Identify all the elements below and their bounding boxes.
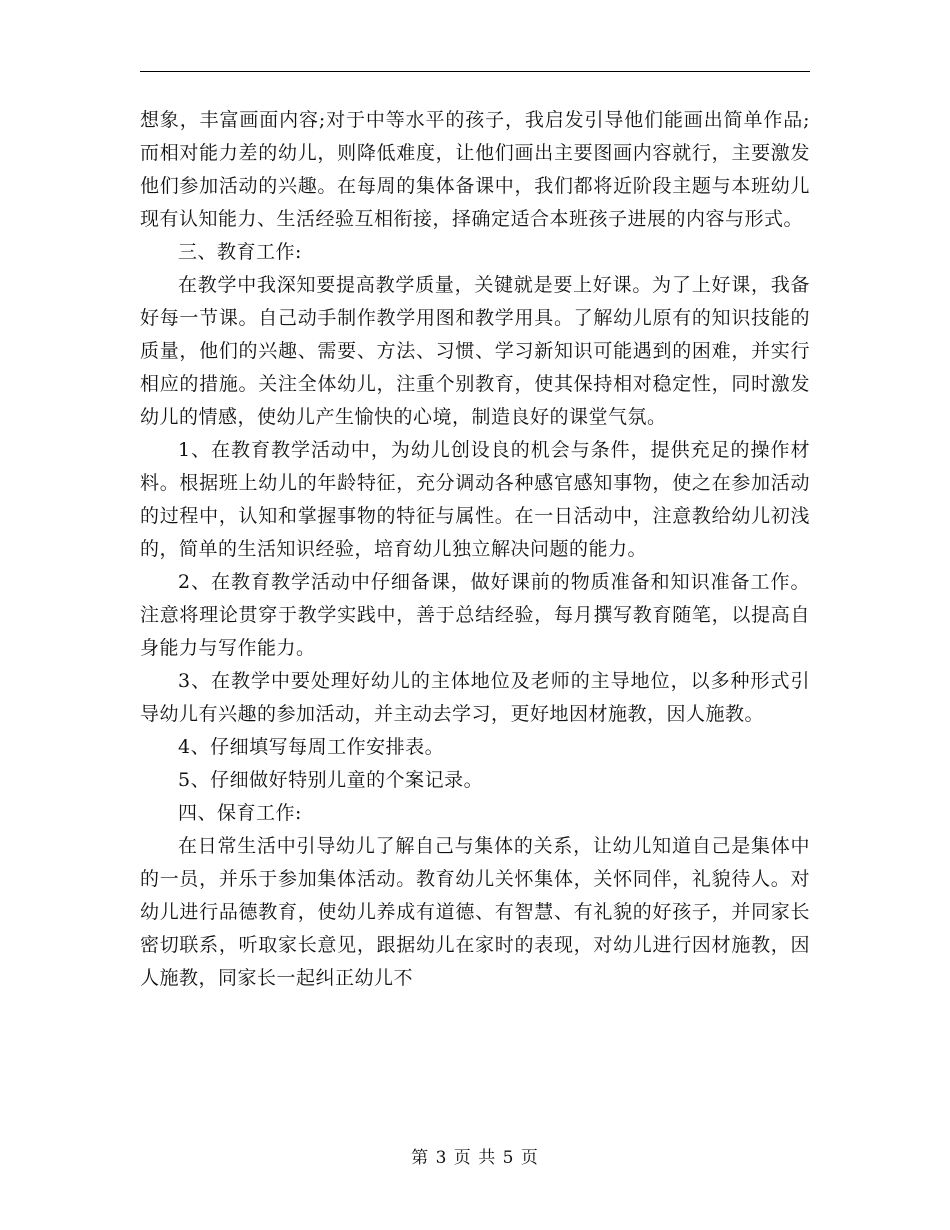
section-heading-education: 三、教育工作: [178, 241, 302, 263]
list-item-5: 5、仔细做好特别儿童的个案记录。 [178, 769, 484, 791]
section-heading-care: 四、保育工作: [178, 802, 302, 824]
paragraph-education: 在教学中我深知要提高教学质量，关键就是要上好课。为了上好课，我备好每一节课。自己动手制作教学用图和教学用具。了解幼儿原有的知识技能的质量，他们的兴趣、需要、方法、习惯、学习新知识可能遇到的困难，并实行相应的措施。关注全体幼儿，注重个别教育，使其保持相对稳定性，同时激发幼儿的情感，使幼儿产生愉快的心境，制造良好的课堂气氛。 [140, 274, 810, 428]
list-item-3: 3、在教学中要处理好幼儿的主体地位及老师的主导地位，以多种形式引导幼儿有兴趣的参加活动，并主动去学习，更好地因材施教，因人施教。 [140, 670, 810, 725]
list-item-4: 4、仔细填写每周工作安排表。 [178, 736, 445, 758]
document-body [140, 104, 810, 995]
header-rule [140, 71, 810, 72]
paragraph-care: 在日常生活中引导幼儿了解自己与集体的关系，让幼儿知道自己是集体中的一员，并乐于参加集体活动。教育幼儿关怀集体，关怀同伴，礼貌待人。对幼儿进行品德教育，使幼儿养成有道德、有智慧、有礼貌的好孩子，并同家长密切联系，听取家长意见，跟据幼儿在家时的表现，对幼儿进行因材施教，因人施教，同家长一起纠正幼儿不 [140, 835, 810, 989]
list-item-2: 2、在教育教学活动中仔细备课，做好课前的物质准备和知识准备工作。注意将理论贯穿于教学实践中，善于总结经验，每月撰写教育随笔，以提高自身能力与写作能力。 [140, 571, 810, 659]
list-item-1: 1、在教育教学活动中，为幼儿创设良的机会与条件，提供充足的操作材料。根据班上幼儿的年龄特征，充分调动各种感官感知事物，使之在参加活动的过程中，认知和掌握事物的特征与属性。在一日活动中，注意教给幼儿初浅的，简单的生活知识经验，培育幼儿独立解决问题的能力。 [140, 439, 810, 560]
page-number: 第 3 页 共 5 页 [411, 1148, 539, 1168]
paragraph-continuation: 想象，丰富画面内容;对于中等水平的孩子，我启发引导他们能画出简单作品;而相对能力差的幼儿，则降低难度，让他们画出主要图画内容就行，主要激发他们参加活动的兴趣。在每周的集体备课中，我们都将近阶段主题与本班幼儿现有认知能力、生活经验互相衔接，择确定适合本班孩子进展的内容与形式。 [140, 109, 810, 230]
